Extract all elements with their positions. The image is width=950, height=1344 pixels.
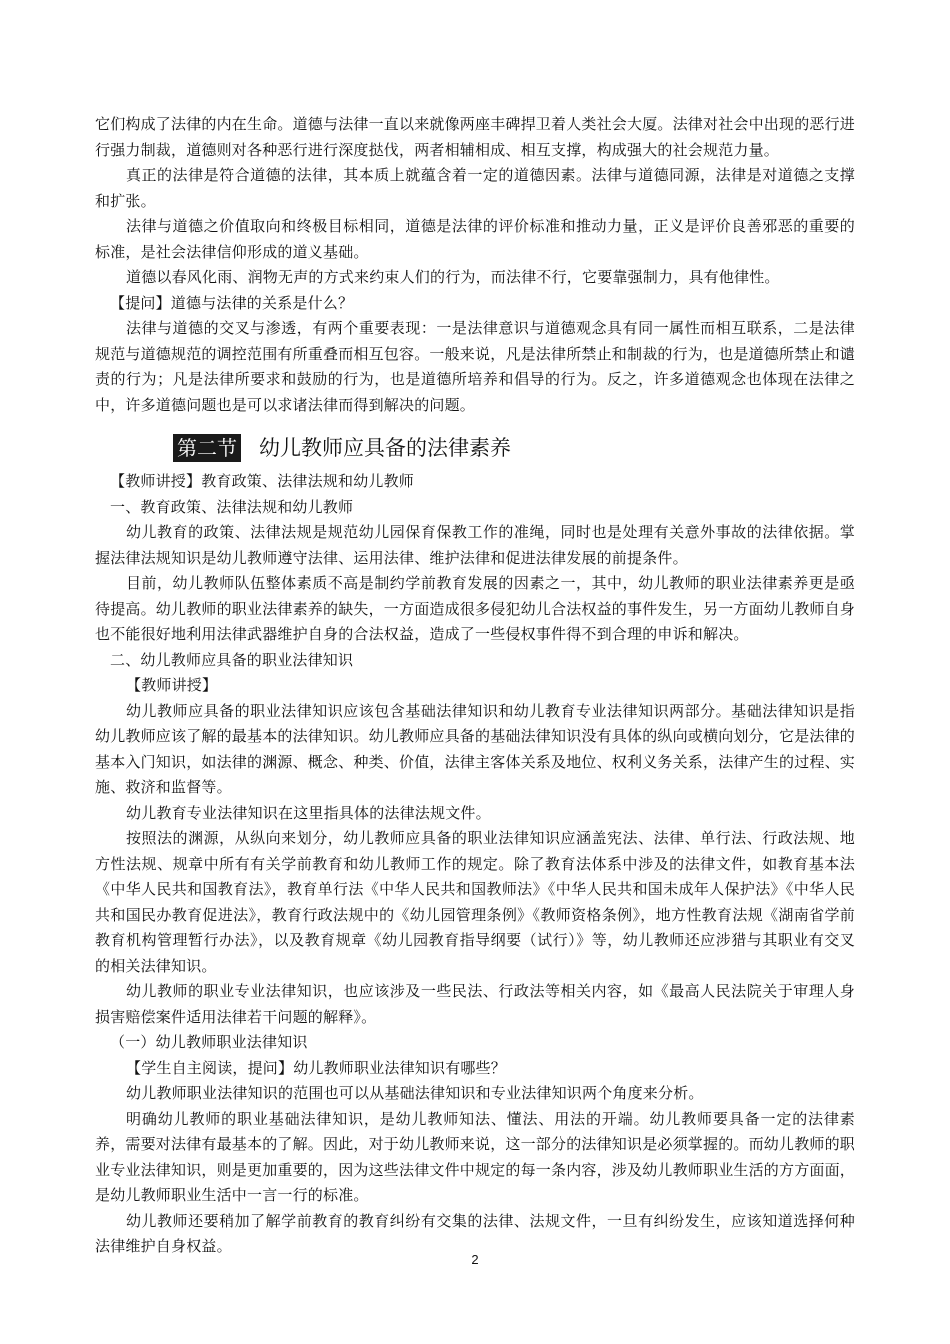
paragraph: 明确幼儿教师的职业基础法律知识，是幼儿教师知法、懂法、用法的开端。幼儿教师要具备一定的法律素养，需要对法律有最基本的了解。因此，对于幼儿教师来说，这一部分的法律知识是必须掌握的。而幼儿教师的职业专业法律知识，则是更加重要的，因为这些法律文件中规定的每一条内容，涉及幼儿教师职业生活的方方面面，是幼儿教师职业生活中一言一行的标准。	[95, 1109, 856, 1204]
paragraph: 幼儿教师应具备的职业法律知识应该包含基础法律知识和幼儿教育专业法律知识两部分。基础法律知识是指幼儿教师应该了解的最基本的法律知识。幼儿教师应具备的基础法律知识没有具体的纵向或横向划分，它是法律的基本入门知识，如法律的渊源、概念、种类、价值，法律主客体关系及地位、权利义务关系，法律产生的过程、实施、救济和监督等。	[95, 701, 856, 796]
paragraph: 法律与道德的交叉与渗透，有两个重要表现：一是法律意识与道德观念具有同一属性而相互联系，二是法律规范与道德规范的调控范围有所重叠而相互包容。一般来说，凡是法律所禁止和制裁的行为，也是道德所禁止和谴责的行为；凡是法律所要求和鼓励的行为，也是道德所培养和倡导的行为。反之，许多道德观念也体现在法律之中，许多道德问题也是可以求诸法律而得到解决的问题。	[95, 319, 856, 414]
paragraph: 真正的法律是符合道德的法律，其本质上就蕴含着一定的道德因素。法律与道德同源，法律是对道德之支撑和扩张。	[95, 166, 855, 210]
paragraph: 【教师讲授】教育政策、法律法规和幼儿教师	[110, 472, 415, 490]
paragraph: 按照法的渊源，从纵向来划分，幼儿教师应具备的职业法律知识应涵盖宪法、法律、单行法、行政法规、地方性法规、规章中所有有关学前教育和幼儿教师工作的规定。除了教育法体系中涉及的法律文件，如教育基本法《中华人民共和国教育法》，教育单行法《中华人民共和国教师法》《中华人民共和国未成年人保护法》《中华人民共和国民办教育促进法》，教育行政法规中的《幼儿园管理条例》《教师资格条例》，地方性教育法规《湖南省学前教育机构管理暂行办法》，以及教育规章《幼儿园教育指导纲要（试行）》等，幼儿教师还应涉猎与其职业有交叉的相关法律知识。	[95, 829, 855, 975]
section-label: 第二节	[173, 434, 241, 462]
paragraph: 它们构成了法律的内在生命。道德与法律一直以来就像两座丰碑捍卫着人类社会大厦。法律对社会中出现的恶行进行强力制裁，道德则对各种恶行进行深度挞伐，两者相辅相成、相互支撑，构成强大的社会规范力量。	[95, 115, 856, 159]
body-text-bottom	[95, 469, 855, 1260]
paragraph: 【学生自主阅读，提问】幼儿教师职业法律知识有哪些？	[126, 1058, 507, 1077]
body-text-top	[95, 112, 855, 418]
paragraph: 幼儿教育的政策、法律法规是规范幼儿园保育保教工作的准绳，同时也是处理有关意外事故的法律依据。掌握法律法规知识是幼儿教师遵守法律、运用法律、维护法律和促进法律发展的前提条件。	[95, 523, 855, 567]
paragraph: 幼儿教育专业法律知识在这里指具体的法律法规文件。	[126, 803, 491, 822]
paragraph: （一）幼儿教师职业法律知识	[110, 1033, 308, 1051]
paragraph: 道德以春风化雨、润物无声的方式来约束人们的行为，而法律不行，它要靠强制力，具有他律性。	[126, 268, 780, 286]
paragraph: 幼儿教师职业法律知识的范围也可以从基础法律知识和专业法律知识两个角度来分析。	[126, 1084, 704, 1102]
section-title: 幼儿教师应具备的法律素养	[259, 436, 511, 460]
document-page	[95, 112, 855, 1260]
section-heading	[173, 433, 855, 463]
page-number: 2	[471, 1252, 479, 1267]
paragraph: 目前，幼儿教师队伍整体素质不高是制约学前教育发展的因素之一，其中，幼儿教师的职业法律素养更是亟待提高。幼儿教师的职业法律素养的缺失，一方面造成很多侵犯幼儿合法权益的事件发生，另一方面幼儿教师自身也不能很好地利用法律武器维护自身的合法权益，造成了一些侵权事件得不到合理的申诉和解决。	[95, 574, 856, 643]
paragraph: 幼儿教师还要稍加了解学前教育的教育纠纷有交集的法律、法规文件，一旦有纠纷发生，应该知道选择何种法律维护自身权益。	[95, 1211, 855, 1255]
paragraph: 【教师讲授】	[126, 676, 218, 694]
paragraph: 法律与道德之价值取向和终极目标相同，道德是法律的评价标准和推动力量，正义是评价良善邪恶的重要的标准，是社会法律信仰形成的道义基础。	[95, 217, 855, 261]
paragraph: 二、幼儿教师应具备的职业法律知识	[110, 650, 354, 669]
paragraph: 幼儿教师的职业专业法律知识，也应该涉及一些民法、行政法等相关内容，如《最高人民法院关于审理人身损害赔偿案件适用法律若干问题的解释》。	[95, 982, 855, 1026]
paragraph: 【提问】道德与法律的关系是什么？	[110, 293, 354, 312]
paragraph: 一、教育政策、法律法规和幼儿教师	[110, 497, 354, 516]
